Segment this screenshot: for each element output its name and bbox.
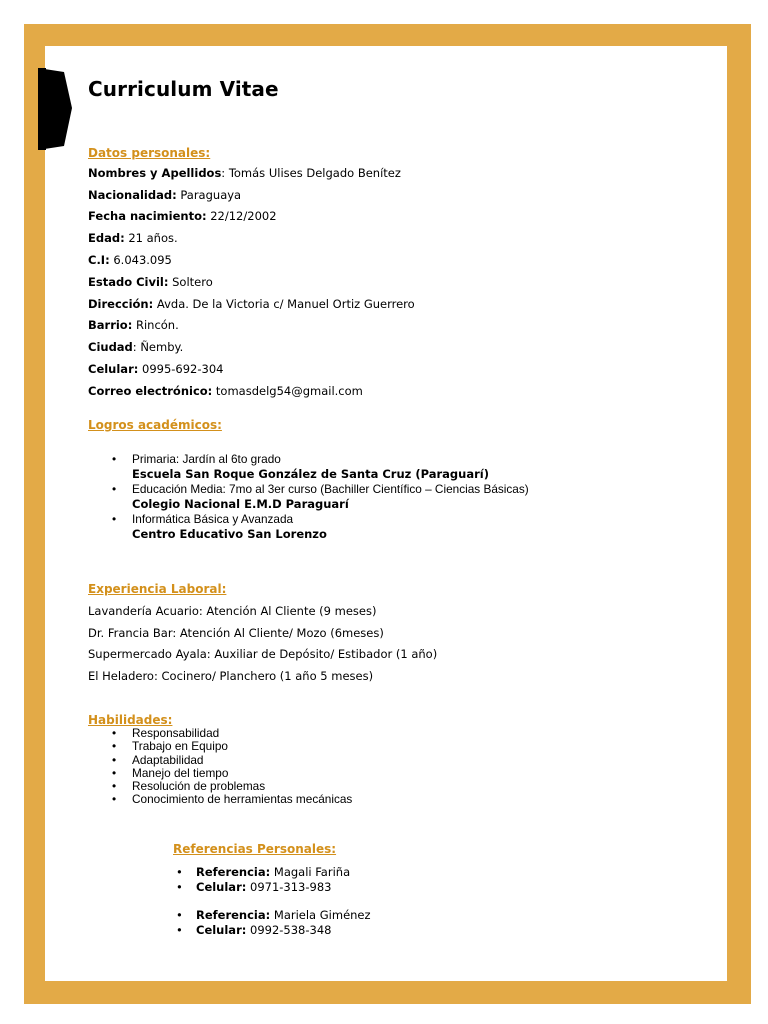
bullet-icon: • — [112, 792, 117, 807]
list-item: • Responsabilidad — [112, 726, 220, 740]
list-item: • Referencia: Mariela Giménez — [176, 908, 371, 922]
field-label: Nombres y Apellidos — [88, 166, 222, 180]
bullet-icon: • — [112, 726, 117, 740]
cv-title: Curriculum Vitae — [88, 77, 279, 101]
bullet-icon: • — [112, 752, 117, 767]
personal-field-row — [88, 253, 172, 267]
list-item: • Adaptabilidad — [112, 752, 204, 767]
field-value: 6.043.095 — [113, 253, 172, 267]
black-tab-decoration — [38, 68, 72, 150]
personal-field-row — [88, 297, 415, 311]
list-item: • Resolución de problemas — [112, 779, 266, 794]
personal-field-row: Ciudad: Ñemby. — [88, 340, 184, 354]
experience-item: Dr. Francia Bar: Atención Al Cliente/ Mozo (6meses) — [88, 626, 384, 640]
bullet-icon: • — [176, 865, 183, 879]
list-item: • Referencia: Magali Fariña — [176, 865, 351, 879]
list-item: • Conocimiento de herramientas mecánicas — [112, 792, 353, 807]
personal-field-row — [88, 209, 277, 223]
field-value: Soltero — [172, 275, 213, 289]
field-label: Correo electrónico: — [88, 384, 213, 398]
field-label: Barrio: — [88, 318, 133, 332]
personal-field-row — [88, 318, 179, 332]
list-item: • Informática Básica y Avanzada Centro Educativo San Lorenzo — [108, 512, 529, 542]
bullet-icon: • — [112, 779, 117, 794]
experience-item: El Heladero: Cocinero/ Planchero (1 año 5 meses) — [88, 669, 374, 683]
school-name: Escuela San Roque González de Santa Cruz (Paraguarí) — [132, 467, 489, 481]
list-item: • Primaria: Jardín al 6to grado Escuela San Roque González de Santa Cruz (Paraguarí) — [108, 452, 529, 482]
list-item: • Manejo del tiempo — [112, 765, 229, 780]
bullet-icon: • — [112, 765, 117, 780]
school-name: Centro Educativo San Lorenzo — [132, 527, 327, 541]
personal-field-row — [88, 275, 213, 289]
field-label: Estado Civil: — [88, 275, 169, 289]
section-heading-skills: Habilidades: — [88, 713, 173, 727]
field-label: Celular: — [88, 362, 139, 376]
section-heading-references: Referencias Personales: — [173, 842, 337, 856]
field-label: Ciudad — [88, 340, 133, 354]
field-value: Rincón. — [135, 318, 179, 332]
personal-field-row — [88, 231, 178, 245]
skills-list — [108, 727, 352, 807]
bullet-icon: • — [176, 922, 183, 937]
field-value: 22/12/2002 — [210, 209, 277, 223]
experience-item: Lavandería Acuario: Atención Al Cliente (9 meses) — [88, 604, 377, 618]
references-list-2 — [172, 908, 371, 937]
section-heading-personal: Datos personales: — [88, 146, 211, 160]
field-value: Ñemby. — [140, 340, 184, 354]
academic-list — [108, 452, 529, 542]
list-item: • Celular: 0971-313-983 — [176, 879, 332, 894]
section-heading-academic: Logros académicos: — [88, 418, 222, 432]
personal-field-row: Nombres y Apellidos: Tomás Ulises Delgado Benítez — [88, 166, 401, 180]
references-list-1 — [172, 865, 350, 894]
personal-field-row — [88, 188, 241, 202]
field-value: 21 años. — [128, 231, 178, 245]
bullet-icon: • — [112, 452, 117, 466]
personal-field-row — [88, 384, 363, 398]
field-label: Dirección: — [88, 297, 154, 311]
field-value: Paraguaya — [180, 188, 242, 202]
list-item: • Educación Media: 7mo al 3er curso (Bachiller Científico – Ciencias Básicas) Colegio Nacional E.M.D Paraguarí — [112, 482, 529, 511]
bullet-icon: • — [176, 879, 183, 894]
field-label: C.I: — [88, 253, 110, 267]
field-label: Fecha nacimiento: — [88, 209, 207, 223]
field-value: Avda. De la Victoria c/ Manuel Ortiz Guerrero — [156, 297, 415, 311]
bullet-icon: • — [112, 739, 117, 754]
field-label: Edad: — [88, 231, 125, 245]
field-value: Tomás Ulises Delgado Benítez — [228, 166, 401, 180]
field-label: Nacionalidad: — [88, 188, 177, 202]
section-heading-experience: Experiencia Laboral: — [88, 582, 227, 596]
email-value: tomasdelg54@gmail.com — [215, 384, 363, 398]
school-name: Colegio Nacional E.M.D Paraguarí — [132, 497, 349, 511]
field-value: 0995-692-304 — [142, 362, 224, 376]
experience-item: Supermercado Ayala: Auxiliar de Depósito/ Estibador (1 año) — [88, 647, 438, 661]
list-item: • Trabajo en Equipo — [112, 739, 228, 754]
bullet-icon: • — [112, 482, 117, 496]
bullet-icon: • — [176, 908, 183, 922]
personal-field-row — [88, 362, 223, 376]
bullet-icon: • — [112, 512, 117, 526]
list-item: • Celular: 0992-538-348 — [176, 922, 332, 937]
